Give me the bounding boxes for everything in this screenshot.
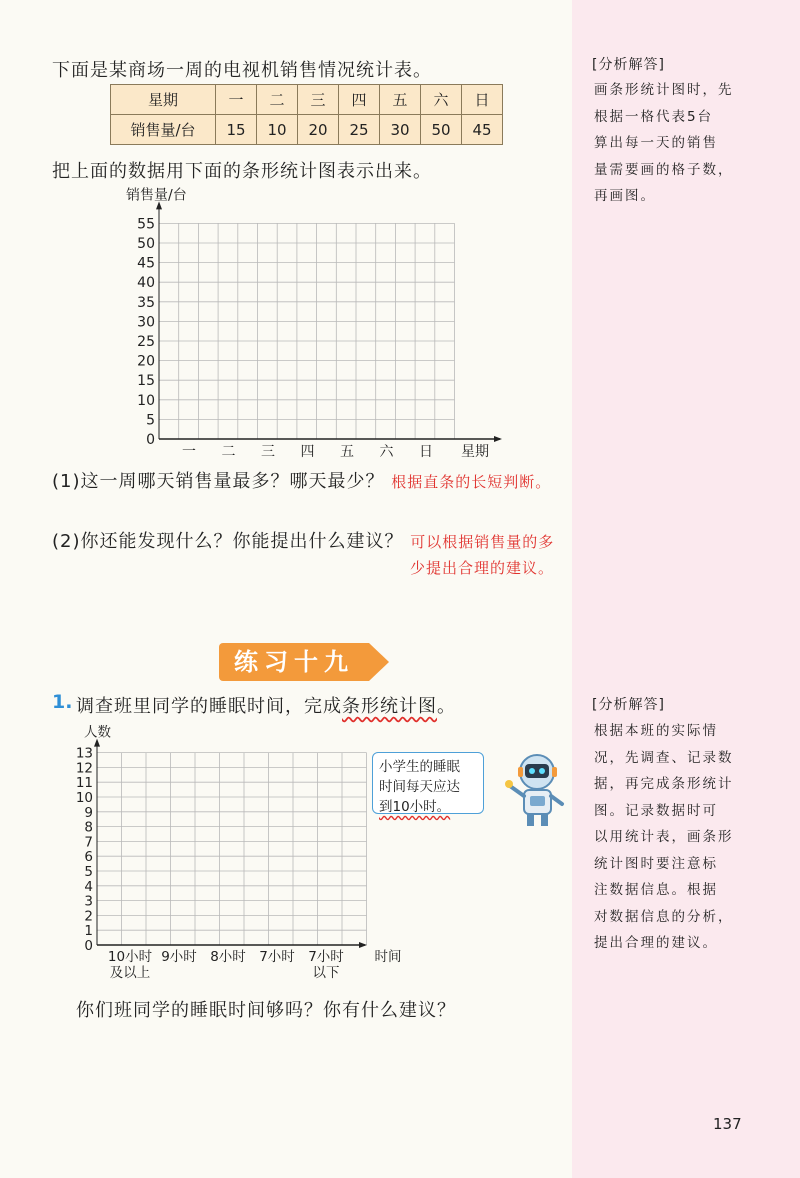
y-tick-label: 11 [75,775,93,792]
hint-1-line: 算出每一天的销售 [594,135,718,151]
hint-2-line: 据，再完成条形统计 [594,776,734,792]
x-tick-label: 及以上 [109,965,151,981]
y-tick-label: 5 [146,412,155,429]
exercise-1-question: 你们班同学的睡眠时间够吗？你有什么建议？ [76,1000,456,1021]
x-tick-label: 四 [300,444,315,460]
table-cell: 三 [298,85,339,115]
question-1-text: (1)这一周哪天销售量最多？哪天最少？ [52,471,385,492]
hint-2-line: 提出合理的建议。 [594,935,718,951]
table-cell: 一 [216,85,257,115]
exercise-1-text-end: 。 [437,696,456,717]
hint-2-line: 以用统计表，画条形 [594,829,734,845]
hint-1-line: 再画图。 [594,188,656,204]
x-tick-label: 五 [340,444,354,460]
hint-1-line: 根据一格代表5台 [594,108,714,125]
y-tick-label: 25 [137,334,155,350]
x-axis-label: 时间 [374,949,402,965]
table-cell: 四 [339,85,380,115]
exercise-1-text-start: 调查班里同学的睡眠时间，完成 [76,696,342,717]
y-tick-label: 20 [137,353,155,370]
question-1 [52,467,551,493]
x-tick-label: 六 [379,444,394,460]
intro-text: 下面是某商场一周的电视机销售情况统计表。 [52,60,432,81]
y-tick-label: 10 [75,790,93,806]
x-tick-label: 9小时 [161,949,197,965]
y-tick-label: 0 [84,938,93,954]
exercise-1-text [76,692,456,718]
question-2-answer-line2: 少提出合理的建议。 [410,559,555,577]
y-tick-label: 3 [84,893,93,910]
x-tick-label: 三 [261,444,275,460]
instruction-text: 把上面的数据用下面的条形统计图表示出来。 [52,161,432,182]
page-number: 137 [713,1115,742,1133]
bubble-line: 小学生的睡眠 [379,759,460,775]
bubble-line: 到10小时。 [379,799,451,815]
table-cell: 20 [298,115,339,145]
y-tick-label: 2 [84,908,93,925]
robot-speech-bubble [372,752,484,814]
y-tick-label: 6 [84,849,93,866]
hint-2-line: 对数据信息的分析， [594,908,734,925]
y-tick-label: 10 [137,392,155,409]
hint-2-line: 况，先调查、记录数 [594,749,734,766]
table-cell: 15 [216,115,257,145]
y-tick-label: 7 [84,834,93,851]
y-tick-label: 30 [137,314,155,331]
y-tick-label: 55 [137,216,155,233]
hint-2-line: 统计图时要注意标 [594,855,718,872]
bubble-line: 时间每天应达 [379,779,460,795]
hint-2-line: 根据本班的实际情 [594,723,718,739]
x-tick-label: 8小时 [210,949,246,965]
table-cell: 10 [257,115,298,145]
hint-2-tag: [分析解答] [592,697,665,713]
y-tick-label: 1 [84,923,93,940]
exercise-1-underlined: 条形统计图 [342,696,437,717]
y-tick-label: 45 [137,255,155,272]
x-tick-label: 7小时 [308,949,344,965]
hint-1-line: 量需要画的格子数， [594,161,734,178]
table-cell: 二 [257,85,298,115]
hint-2-line: 图。记录数据时可 [594,802,718,819]
y-tick-label: 35 [137,294,155,311]
exercise-number: 1. [52,691,73,713]
y-axis-label: 人数 [84,724,111,741]
hint-1-tag: [分析解答] [592,57,665,73]
x-tick-label: 日 [419,444,433,460]
table-cell: 日 [462,85,503,115]
x-tick-label: 一 [182,444,196,460]
y-tick-label: 5 [84,864,93,880]
table-cell: 25 [339,115,380,145]
hint-2-body [594,718,774,957]
table-cell: 六 [421,85,462,115]
table-cell: 30 [380,115,421,145]
y-tick-label: 15 [137,373,155,390]
y-tick-label: 40 [137,275,155,292]
table-header-cell: 销售量/台 [111,115,216,145]
y-tick-label: 8 [84,819,93,836]
x-tick-label: 10小时 [107,949,153,965]
x-axis-arrow [359,942,367,948]
robot-illustration [500,750,570,830]
x-axis-label: 星期 [461,444,489,460]
hint-2-line: 注数据信息。根据 [594,882,718,898]
x-tick-label: 7小时 [259,949,295,965]
y-tick-label: 4 [84,878,93,895]
y-tick-label: 0 [146,432,155,448]
y-tick-label: 50 [137,236,155,252]
y-tick-label: 12 [75,760,93,777]
y-axis-label: 销售量/台 [126,187,187,204]
x-tick-label: 二 [221,444,236,460]
question-2-answer-line1: 可以根据销售量的多 [410,533,555,551]
table-cell: 五 [380,85,421,115]
exercise-title-banner: 练习十九 [219,643,369,681]
table-cell: 50 [421,115,462,145]
banner-arrow [369,643,389,681]
hint-1-body [594,77,754,210]
question-1-answer: 根据直条的长短判断。 [391,473,552,491]
hint-1-line: 画条形统计图时，先 [594,82,734,98]
y-tick-label: 13 [75,745,93,762]
table-cell: 45 [462,115,503,145]
question-2-text: (2)你还能发现什么？你能提出什么建议？ [52,531,404,552]
y-tick-label: 9 [84,804,93,821]
question-2 [52,527,554,553]
table-header-cell: 星期 [111,85,216,115]
x-tick-label: 以下 [312,965,340,981]
